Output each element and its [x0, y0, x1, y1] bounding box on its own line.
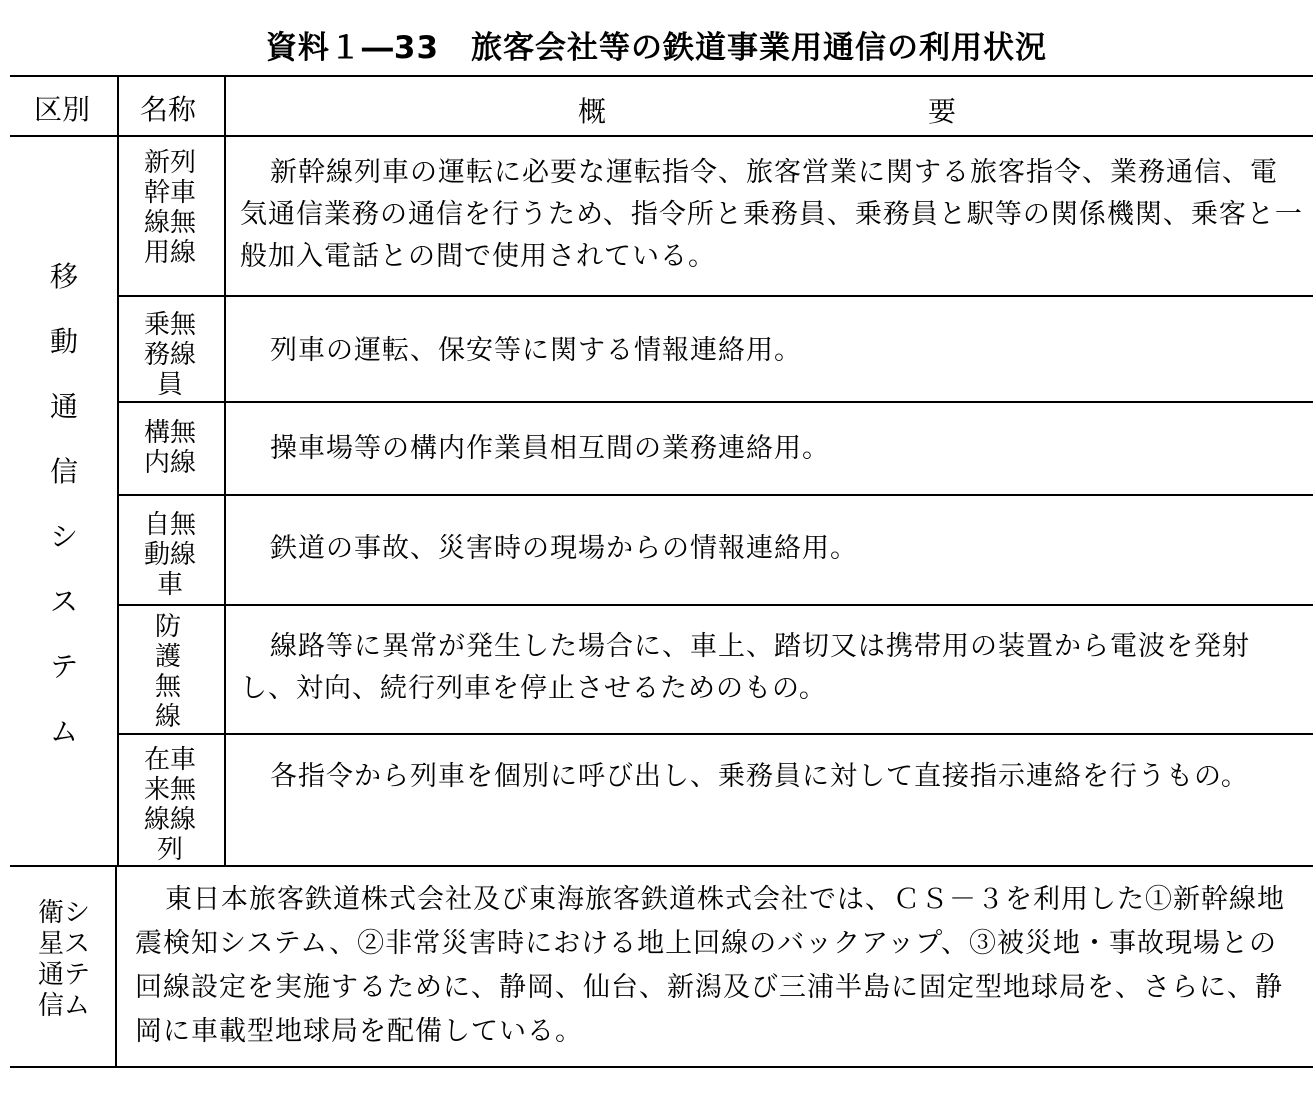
header-summary-left: 概 — [578, 95, 607, 128]
column-divider — [117, 75, 119, 867]
header-summary-right: 要 — [928, 95, 957, 128]
row-name-shinkansen-radio: 新列 幹車 線無 用線 — [143, 148, 196, 268]
row-text-conventional-train-radio: 各指令から列車を個別に呼び出し、乗務員に対して直接指示連絡を行うもの。 — [270, 761, 1249, 792]
mobile-section-label: 移 動 通 信 シ ス テ ム — [49, 260, 78, 748]
page-title: 資料１―33 旅客会社等の鉄道事業用通信の利用状況 — [265, 30, 1048, 66]
row-divider — [118, 295, 1313, 297]
row-divider — [118, 401, 1313, 403]
row-name-yard-radio: 構無 内線 — [143, 418, 196, 478]
row-divider — [118, 604, 1313, 606]
column-divider — [115, 865, 117, 1068]
row-name-conventional-train-radio: 在車 来無 線線 列 — [143, 745, 196, 865]
satellite-section-text: 東日本旅客鉄道株式会社及び東海旅客鉄道株式会社では、ＣＳ－３を利用した①新幹線地震検知システム、②非常災害時における地上回線のバックアップ、③被災地・事故現場との回線設定を実施するために、静岡、仙台、新潟及び三浦半島に固定型地球局を、さらに、静岡に車載型地球局を配備している。 — [135, 884, 1285, 1047]
row-name-crew-radio: 乗無 務線 員 — [143, 310, 196, 400]
row-divider — [118, 494, 1313, 496]
table-top-border — [10, 75, 1313, 77]
row-divider — [118, 733, 1313, 735]
satellite-section-label: 衛シ 星ス 通テ 信ム — [37, 898, 90, 1021]
header-name: 名称 — [140, 93, 197, 126]
header-category: 区別 — [34, 93, 91, 126]
row-text-yard-radio: 操車場等の構内作業員相互間の業務連絡用。 — [270, 433, 830, 464]
row-text-vehicle-radio: 鉄道の事故、災害時の現場からの情報連絡用。 — [270, 533, 858, 564]
row-text-shinkansen-radio: 新幹線列車の運転に必要な運転指令、旅客営業に関する旅客指令、業務通信、電気通信業務の通信を行うため、指令所と乗務員、乗務員と駅等の関係機関、乗客と一般加入電話との間で使用されている。 — [240, 157, 1303, 272]
column-divider — [224, 75, 226, 867]
table-bottom-border — [10, 1066, 1313, 1068]
row-name-protection-radio: 防 護 無 線 — [154, 612, 181, 732]
section-divider — [10, 865, 1313, 867]
row-text-protection-radio: 線路等に異常が発生した場合に、車上、踏切又は携帯用の装置から電波を発射し、対向、続行列車を停止させるためのもの。 — [240, 631, 1250, 704]
row-name-vehicle-radio: 自無 動線 車 — [143, 510, 196, 600]
row-text-crew-radio: 列車の運転、保安等に関する情報連絡用。 — [270, 335, 802, 366]
header-bottom-border — [10, 135, 1313, 137]
